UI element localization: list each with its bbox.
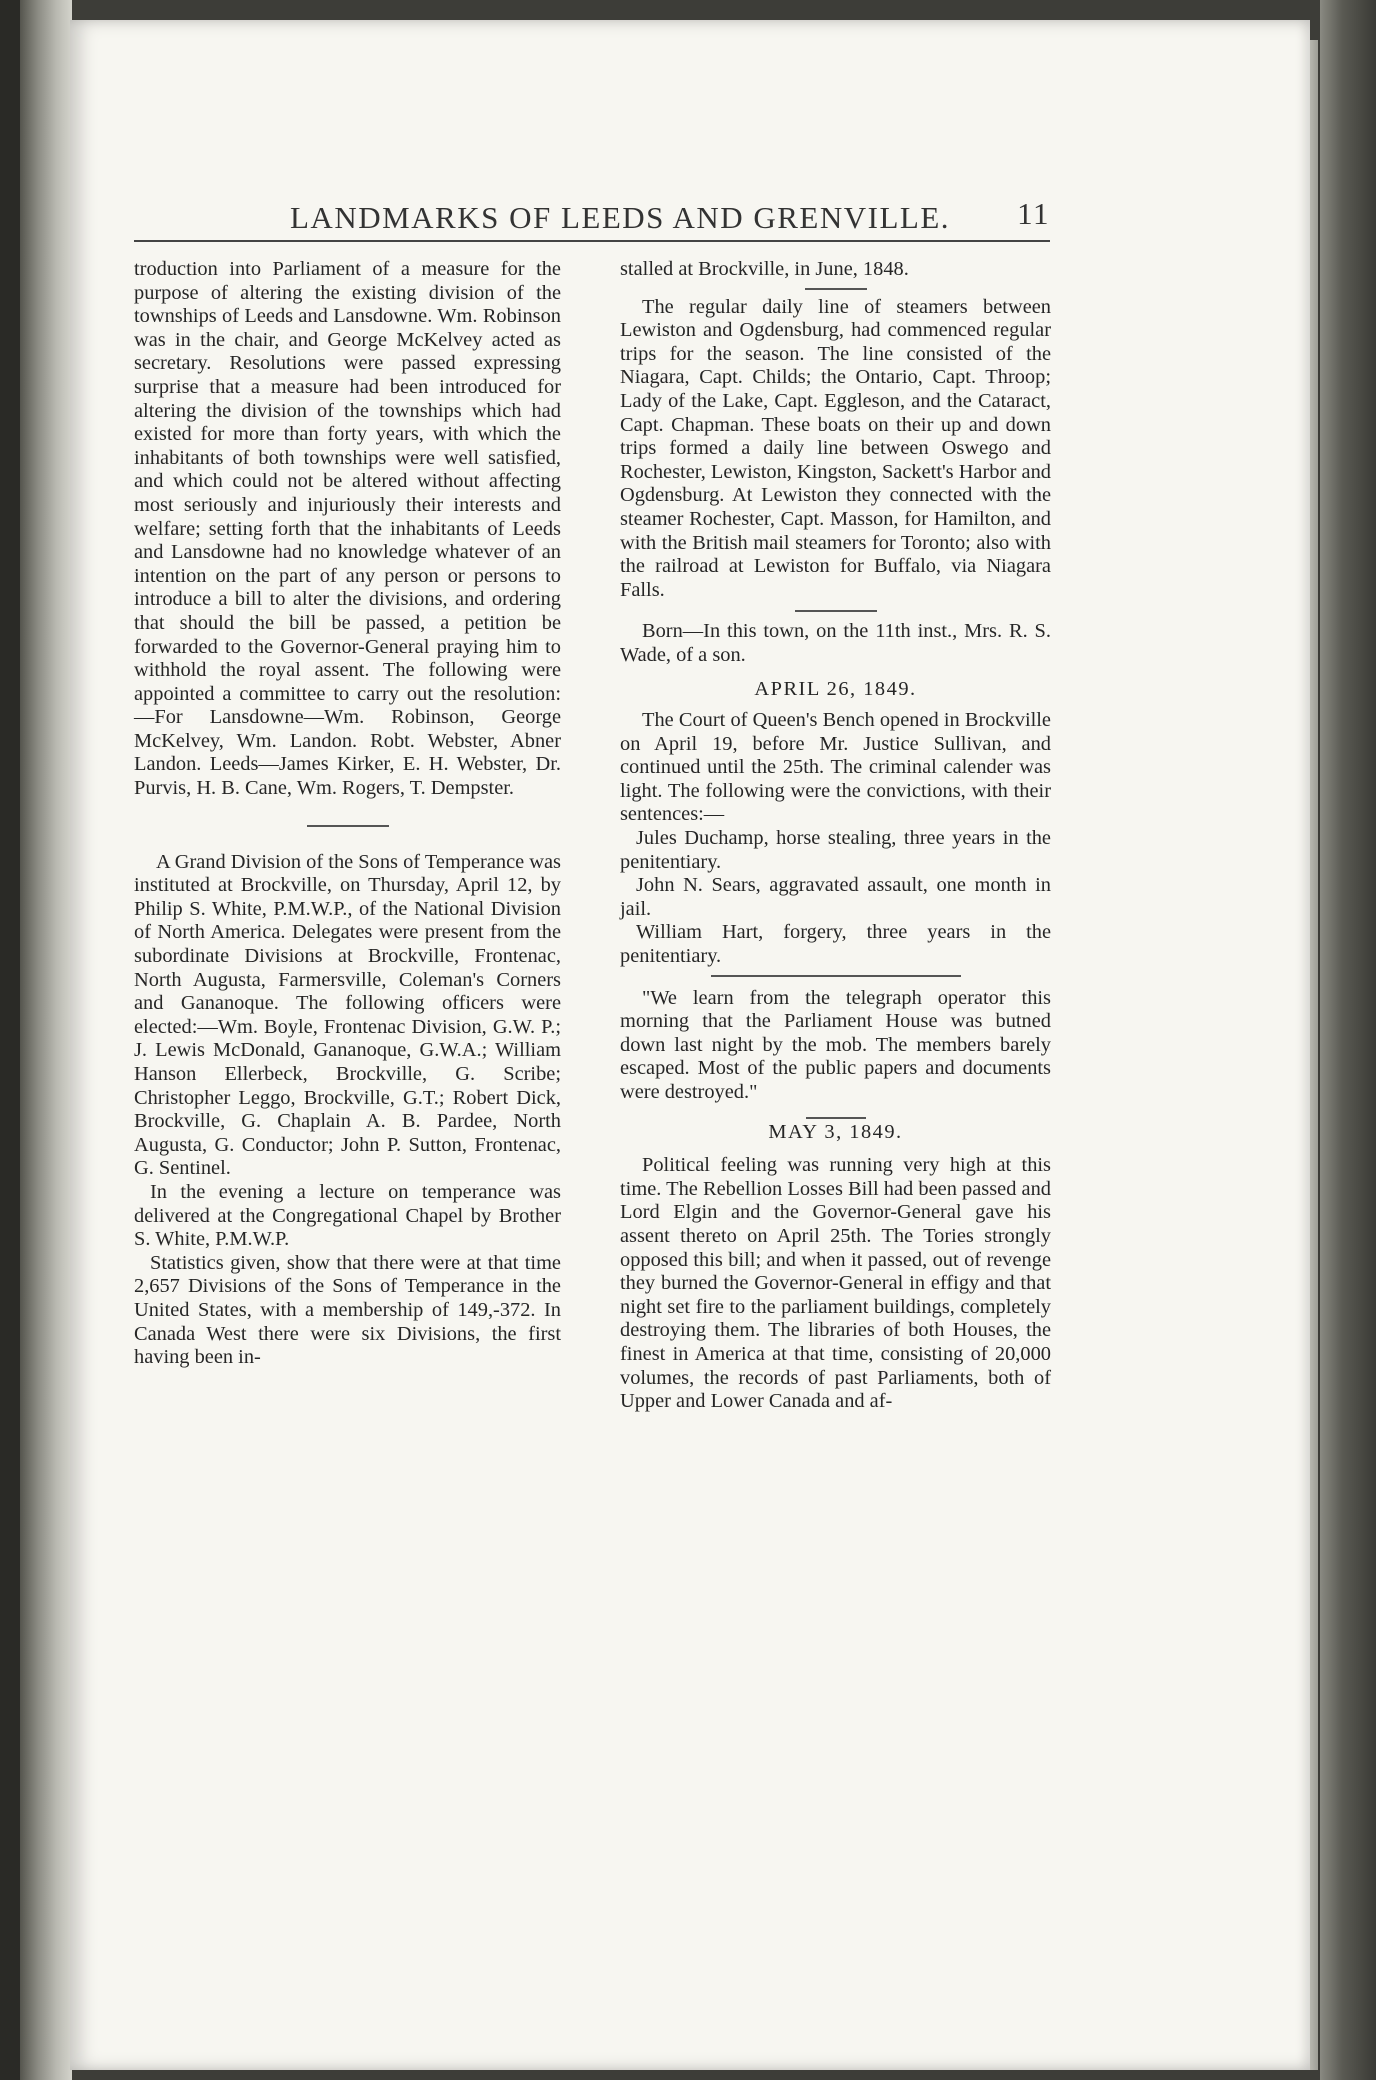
section-divider [806,1117,866,1119]
paragraph: Born—In this town, on the 11th inst., Mrs. R. S. Wade, of a son. [620,620,1051,666]
paragraph: troduction into Parliament of a measure for the purpose of altering the existing division of the townships of Leeds and Lansdowne. Wm. Robinson was in the chair, and George McKelvey acted as secretary. Resolutions were passed expressing surprise that a measure had been introduced for altering the division of the townships which had existed for more than forty years, with which the inhabitants of both townships were well satisfied, and which could not be altered without affecting most seriously and injuriously their interests and welfare; setting forth that the inhabitants of Leeds and Lansdowne had no knowledge whatever of an intention on the part of any person or persons to introduce a bill to alter the divisions, and ordering that should the bill be passed, a petition be forwarded to the Governor-General praying him to withhold the royal assent. The following were appointed a committee to carry out the resolution:—For Lansdowne—Wm. Robinson, George McKelvey, Wm. Landon. Robt. Webster, Abner Landon. Leeds—James Kirker, E. H. Webster, Dr. Purvis, H. B. Cane, Wm. Rogers, T. Dempster. [134,258,561,800]
paragraph: Political feeling was running very high at this time. The Rebellion Losses Bill had been passed and Lord Elgin and the Governor-General gave his assent thereto on April 25th. The Tories strongly opposed this bill; and when it passed, out of revenge they burned the Governor-General in effigy and that night set fire to the parliament buildings, completely destroying them. The libraries of both Houses, the finest in America at that time, consisting of 20,000 volumes, the records of past Parliaments, both of Upper and Lower Canada and af- [620,1154,1051,1413]
section-divider [805,288,867,290]
paragraph: John N. Sears, aggravated assault, one month in jail. [620,874,1051,920]
paragraph: In the evening a lecture on temperance was delivered at the Congregational Chapel by Brother S. White, P.M.W.P. [134,1180,561,1251]
book-binding [20,0,72,2080]
paragraph: Jules Duchamp, horse stealing, three years in the penitentiary. [620,827,1051,873]
left-column [134,258,561,1370]
paragraph: The Court of Queen's Bench opened in Brockville on April 19, before Mr. Justice Sullivan, and continued until the 25th. The criminal calender was light. The following were the convictions, with their sentences:— [620,709,1051,826]
right-column [620,258,1051,1414]
paragraph: "We learn from the telegraph operator this morning that the Parliament House was butned down last night by the mob. The members barely escaped. Most of the public papers and documents were destroyed." [620,986,1051,1103]
dateline: APRIL 26, 1849. [754,677,917,700]
paragraph: Statistics given, show that there were at that time 2,657 Divisions of the Sons of Temperance in the United States, with a membership of 149,-372. In Canada West there were six Divisions, the first having been in- [134,1251,561,1369]
scan-left-edge [0,0,20,2080]
running-head [290,192,1050,240]
page-number: 11 [1017,196,1050,231]
paragraph: stalled at Brockville, in June, 1848. [620,258,909,280]
dateline: MAY 3, 1849. [768,1120,903,1143]
paragraph: The regular daily line of steamers between Lewiston and Ogdensburg, had commenced regular trips for the season. The line consisted of the Niagara, Capt. Childs; the Ontario, Capt. Throop; Lady of the Lake, Capt. Eggleson, and the Cataract, Capt. Chapman. These boats on their up and down trips formed a daily line between Oswego and Rochester, Lewiston, Kingston, Sackett's Harbor and Ogdensburg. At Lewiston they connected with the steamer Rochester, Capt. Masson, for Hamilton, and with the British mail steamers for Toronto; also with the railroad at Lewiston for Buffalo, via Niagara Falls. [620,295,1051,601]
section-divider [307,825,389,827]
running-head-title: LANDMARKS OF LEEDS AND GRENVILLE. [290,200,951,235]
paragraph: A Grand Division of the Sons of Temperance was instituted at Brockville, on Thursday, April 12, by Philip S. White, P.M.W.P., of the National Division of North America. Delegates were present from the subordinate Divisions at Brockville, Frontenac, North Augusta, Farmersville, Coleman's Corners and Gananoque. The following officers were elected:—Wm. Boyle, Frontenac Division, G.W. P.; J. Lewis McDonald, Gananoque, G.W.A.; William Hanson Ellerbeck, Brockville, G. Scribe; Christopher Leggo, Brockville, G.T.; Robert Dick, Brockville, G. Chaplain A. B. Pardee, North Augusta, G. Conductor; John P. Sutton, Frontenac, G. Sentinel. [134,850,561,1180]
section-divider [795,610,877,612]
paragraph: William Hart, forgery, three years in the penitentiary. [620,921,1051,968]
scan-right-edge [1320,0,1376,2080]
section-divider [711,975,961,977]
header-rule [134,240,1050,242]
